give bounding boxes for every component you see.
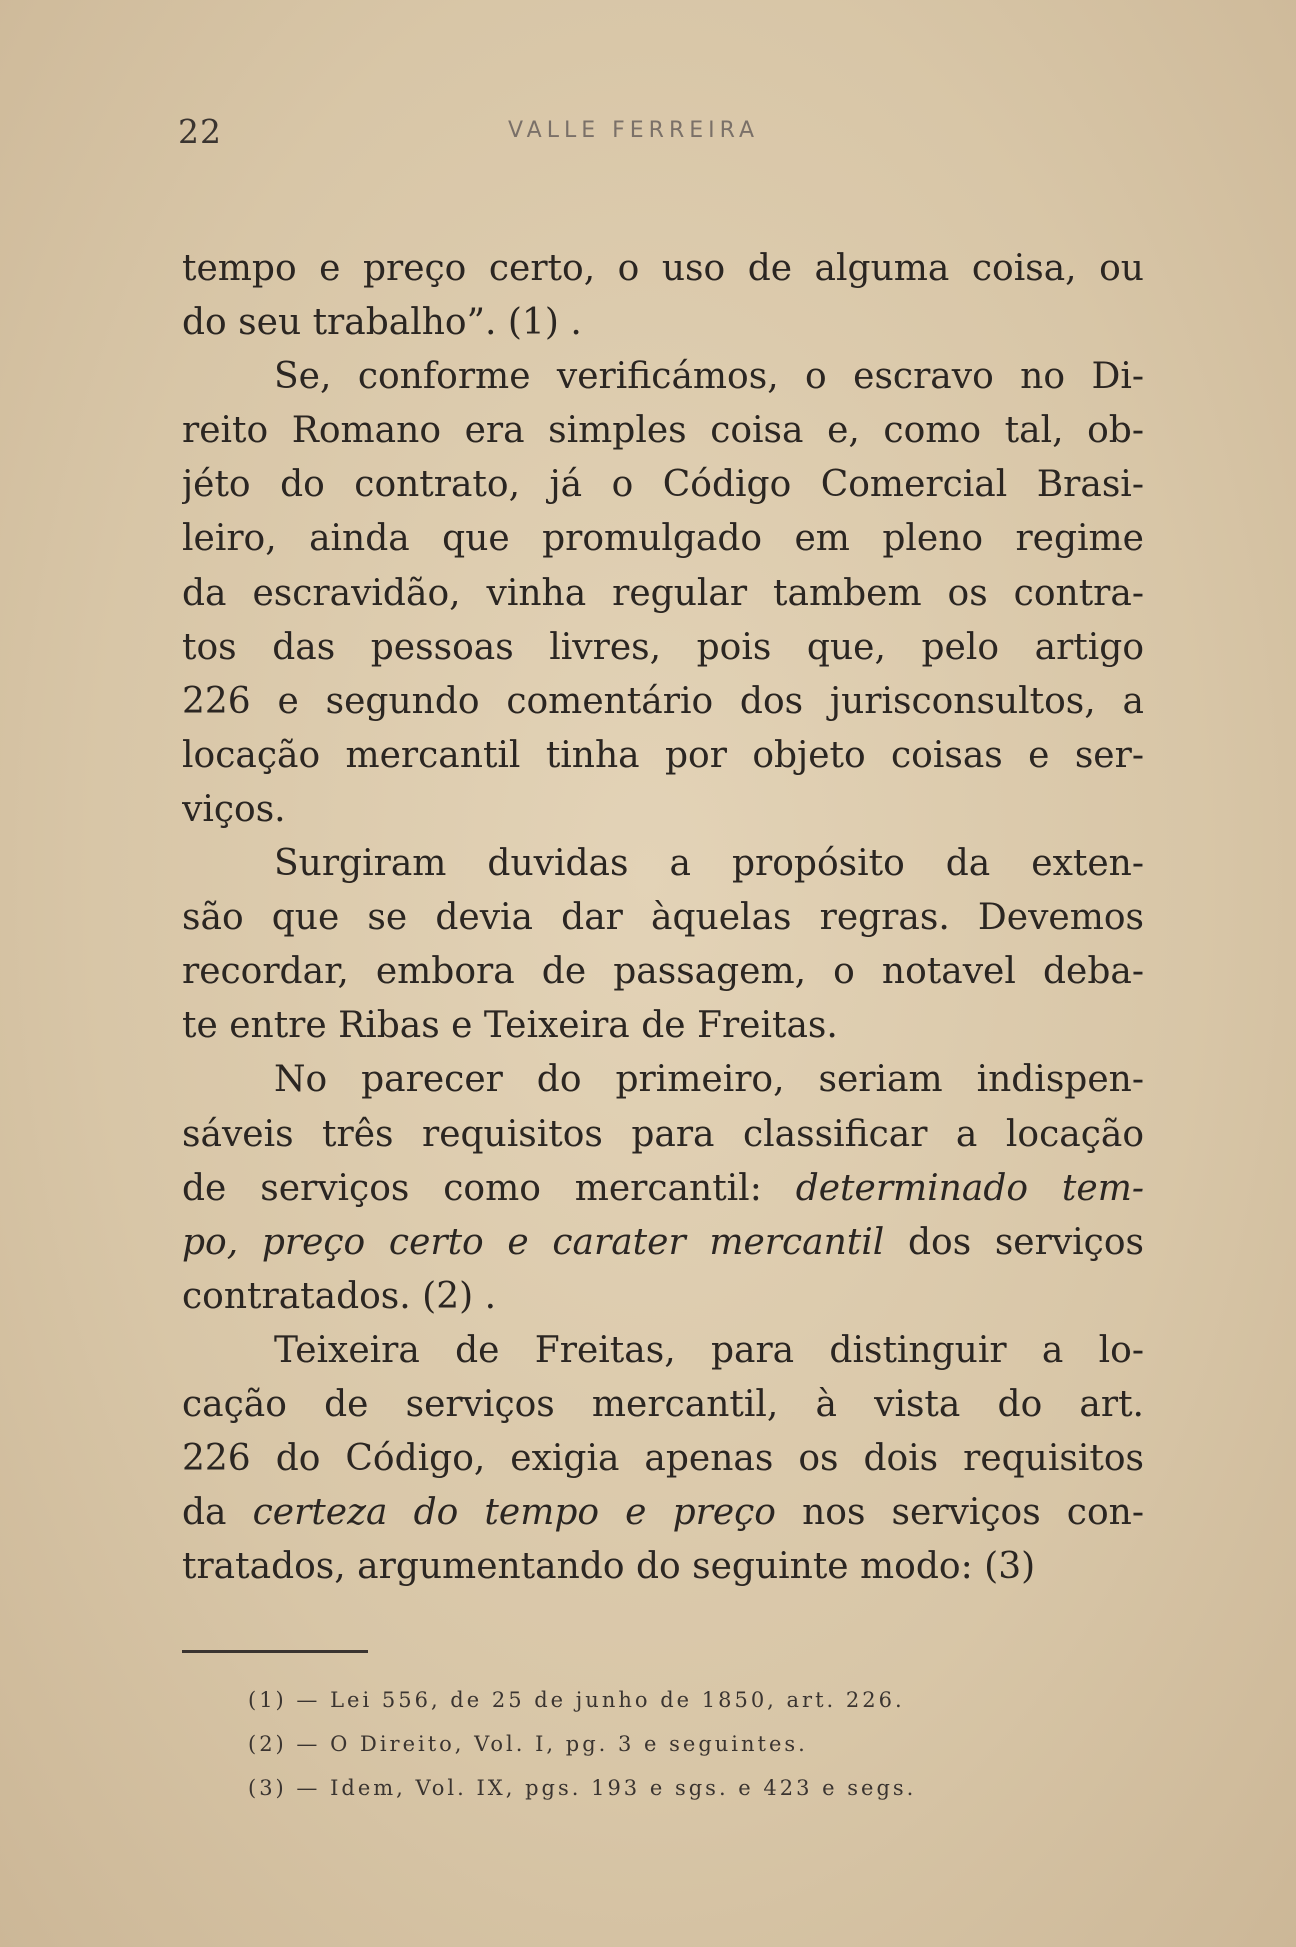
text-line <box>182 1162 1144 1216</box>
text-line: Surgiram duvidas a propósito da exten- <box>274 843 1144 885</box>
text-line: reito Romano era simples coisa e, como tal, ob- <box>182 410 1144 452</box>
text-line <box>182 1486 1144 1540</box>
italic-segment: determinado tem- <box>795 1167 1144 1209</box>
text-line: viços. <box>182 788 286 830</box>
text-line: recordar, embora de passagem, o notavel deba- <box>182 951 1144 993</box>
text-line: contratados. (2) . <box>182 1275 497 1317</box>
text-line: locação mercantil tinha por objeto coisas e ser- <box>182 734 1144 776</box>
text-line: tempo e preço certo, o uso de alguma coisa, ou <box>182 248 1144 289</box>
text-line: Se, conforme verificámos, o escravo no Di- <box>274 356 1144 398</box>
text-line: te entre Ribas e Teixeira de Freitas. <box>182 1005 838 1047</box>
text-line: leiro, ainda que promulgado em pleno regime <box>182 518 1144 560</box>
text-segment: nos serviços con- <box>802 1492 1144 1534</box>
text-line: são que se devia dar àquelas regras. Devemos <box>182 897 1144 939</box>
text-line: do seu trabalho”. (1) . <box>182 302 582 344</box>
text-segment: dos serviços <box>907 1221 1144 1263</box>
text-line: Teixeira de Freitas, para distinguir a lo- <box>274 1329 1144 1371</box>
text-line: da escravidão, vinha regular tambem os contra- <box>182 572 1144 614</box>
text-line: cação de serviços mercantil, à vista do art. <box>182 1383 1144 1425</box>
text-line: sáveis três requisitos para classificar a locação <box>182 1113 1144 1155</box>
running-title: VALLE FERREIRA <box>508 118 760 143</box>
text-line: 226 e segundo comentário dos jurisconsultos, a <box>182 680 1144 722</box>
text-line: 226 do Código, exigia apenas os dois requisitos <box>182 1438 1144 1480</box>
running-head <box>178 112 1128 152</box>
text-line: tratados, argumentando do seguinte modo: (3) <box>182 1546 1036 1588</box>
footnote: (3) — Idem, Vol. IX, pgs. 193 e sgs. e 423 e segs. <box>248 1776 917 1800</box>
italic-segment: certeza do tempo e preço <box>252 1492 776 1534</box>
text-line <box>182 1216 1144 1270</box>
page-number: 22 <box>178 112 222 151</box>
text-line: jéto do contrato, já o Código Comercial Brasi- <box>182 464 1144 506</box>
footnote: (2) — O Direito, Vol. I, pg. 3 e seguintes. <box>248 1732 808 1756</box>
footnote: (1) — Lei 556, de 25 de junho de 1850, art. 226. <box>248 1688 905 1712</box>
text-line: No parecer do primeiro, seriam indispen- <box>274 1059 1144 1101</box>
text-segment: de serviços como mercantil: <box>182 1167 762 1209</box>
italic-segment: po, preço certo e carater mercantil <box>182 1221 885 1263</box>
text-line: tos das pessoas livres, pois que, pelo artigo <box>182 626 1144 668</box>
body-text <box>182 242 1144 1594</box>
footnote-divider <box>182 1650 368 1653</box>
footnotes <box>248 1678 1128 1810</box>
text-segment: da <box>182 1492 227 1534</box>
